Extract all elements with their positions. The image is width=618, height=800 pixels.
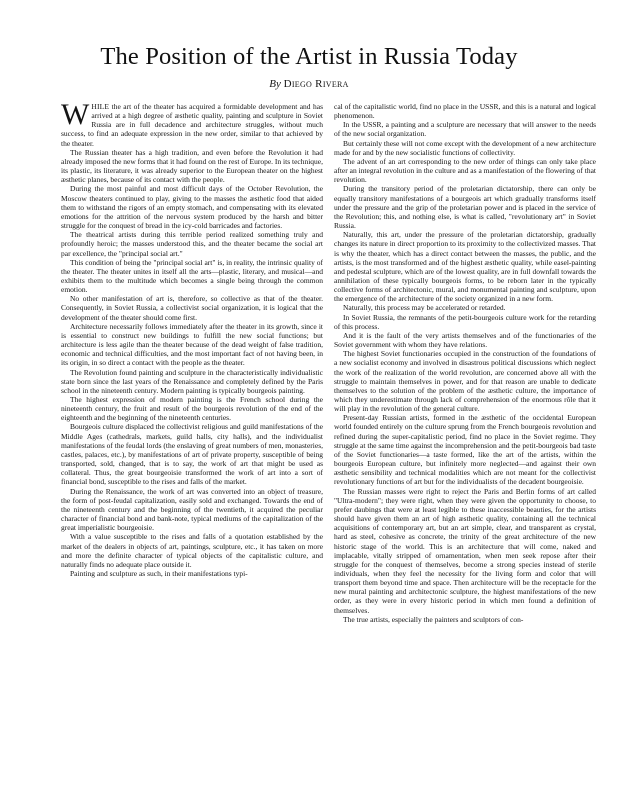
opening-words: HILE xyxy=(91,102,110,111)
paragraph: Bourgeois culture displaced the collectivist religious and guild manifestations of the Middle Ages (cathedrals, markets, guild halls, city halls), and the individualist manifestations of the feudal lords (the enslaving of great numbers of men, monasteries, castles, palaces, etc.), by manifestations of art of private property, susceptible of being transported, sold, changed, that is to say, the work of art that might be used as collateral. Thus, the great bourgeoisie transformed the work of art into a sort of financial bond, susceptible to the rises and falls of the market. xyxy=(61,422,323,487)
article-title: The Position of the Artist in Russia Today xyxy=(100,43,518,70)
paragraph: Present-day Russian artists, formed in the æsthetic of the occidental European world founded entirely on the culture sprung from the French bourgeois revolution and refined during the super-capitalistic period, find no place in the Soviet regime. They struggle at the same time against the incomprehension and the petit-bourgeois bad taste of the Soviet functionaries—a taste formed, like the art of the artists, within the bourgeois European culture, but infinitely more neglected—and against their own æsthetic sensibility and technical modalities which are not meant for the collectivist revolutionary functions of art but for the individualists of the decadent bourgeoisie. xyxy=(334,413,596,487)
paragraph: But certainly these will not come except with the development of a new architecture made for and by the new socialistic functions of collectivity. xyxy=(334,138,596,157)
opening-paragraph xyxy=(61,102,323,148)
paragraph: The true artists, especially the painters and sculptors of con- xyxy=(343,614,524,624)
paragraph: Architecture necessarily follows immediately after the theater in its growth, since it is essential to construct new buildings to fulfill the new social functions; but architecture is less agile than the theater because of the dead weight of false tradition, economic and technical difficulties, and the most important fact of not having been, in its origin, in so direct a contact with the people as the theater. xyxy=(61,321,323,368)
paragraph: The Russian theater has a high tradition, and even before the Revolution it had already imposed the new forms that it had found on the rest of Europe. In its technique, its plastic, its literature, it was already superior to the European theater on the highest æsthetic planes, because of its contact with the people. xyxy=(61,147,323,185)
right-column xyxy=(334,102,596,792)
byline-prefix: By xyxy=(269,78,281,90)
paragraph: The Revolution found painting and sculpture in the characteristically individualistic state born since the last years of the Renaissance and completely defined by the Paris school in the nineteenth century. Modern painting is typically bourgeois painting. xyxy=(61,367,323,395)
paragraph: No other manifestation of art is, therefore, so collective as that of the theater. Consequently, in Soviet Russia, a collectivist social organization, it is logical that the development of the theater should come first. xyxy=(61,294,323,322)
paragraph: cal of the capitalistic world, find no place in the USSR, and this is a natural and logical phenomenon. xyxy=(334,102,596,121)
paragraph: During the most painful and most difficult days of the October Revolution, the Moscow theaters continued to play, giving to the masses the æsthetic food that aided them to withstand the rigors of an empty stomach, and compensating with its elevated emotions for the attrition of the nervous system produced by the harsh and bitter struggle for the conquest of bread in the icy-cold barricades and factories. xyxy=(61,184,323,231)
paragraph: During the transitory period of the proletarian dictatorship, there can only be equally transitory manifestations of a bourgeois art which gradually transforms itself under the pressure and the grip of the proletarian power and is placed in the service of the Revolution; this, and nothing else, is what is called, "revolutionary art" in Soviet Russia. xyxy=(334,184,596,231)
paragraph: The theatrical artists during this terrible period realized something truly and profoundly heroic; the masses understood this, and the theater became the social art par excellence, the "principal social art." xyxy=(61,230,323,258)
paragraph: The advent of an art corresponding to the new order of things can only take place after an integral revolution in the culture and as a manifestation of the flowering of that revolution. xyxy=(334,156,596,185)
paragraph: The highest Soviet functionaries occupied in the construction of the foundations of a new socialist economy and involved in disastrous political discussions which neglect the work of the realization of the world revolution, are concerned above all with the struggle to maintain themselves in power, and for that reason are unable to dedicate themselves to the solution of the problem of the æsthetic culture, the importance of which they underestimate through lack of comprehension of the enormous rôle that it will play in the revolution of the general culture. xyxy=(334,349,596,414)
byline xyxy=(0,77,618,91)
paragraph: During the Renaissance, the work of art was converted into an object of treasure, the form of post-feudal capitalization, easily sold and exchanged. Towards the end of the nineteenth century and the beginning of the twentieth, it acquired the peculiar character of financial bond and bank-note, typical mediums of the capitalization of the great imperialistic bourgeoisie. xyxy=(61,486,323,533)
paragraph: The Russian masses were right to reject the Paris and Berlin forms of art called "Ultra-modern"; they were right, when they were given the opportunity to choose, to prefer daubings that were at least legible to these inaccessible beauties, for the artists should have given them an art of high æsthetic quality, containing all the technical acquisitions of contemporary art, but an art simple, clear, and transparent as crystal, hard as steel, cohesive as concrete, the trinity of the great architecture of the new historic stage of the world. This is an architecture that will come, naked and implacable, vitally stripped of ornamentation, when men seek repose after their struggle for the conquest of themselves, become a strong species instead of sterile individuals, when they feel the necessity for the living form and color that will transport them beyond time and space. Then architecture will be the receptacle for the new mural painting and architectonic sculpture, the highest manifestations of the new order, as they were in every historic period in which men found a definition of themselves. xyxy=(334,486,596,615)
paragraph: Naturally, this process may be accelerated or retarded. xyxy=(343,303,506,313)
author-name: Diego Rivera xyxy=(283,78,349,90)
paragraph: With a value susceptible to the rises and falls of a quotation established by the market of the dealers in objects of art, paintings, sculpture, etc., it has taken on more and more the definite character of typical objects of the capitalistic culture, and naturally finds no adequate place outside it. xyxy=(61,532,323,569)
drop-cap: W xyxy=(61,102,90,131)
paragraph: Naturally, this art, under the pressure of the proletarian dictatorship, gradually changes its nature in direct proportion to its proximity to the collectivized masses. That is why the theater, which has a direct contact between the masses, the public, and the artists, is the most transformed and of the highest æsthetic quality, while easel-painting and pedestal sculpture, which are of the lowest quality, are in full downfall towards the annihilation of these typically bourgeois forms, to be reborn later in the typically collective forms of architectonic, mural, and monumental painting and sculpture, upon the emergence of the architecture of the society organized in a new form. xyxy=(334,230,596,304)
paragraph: This condition of being the "principal social art" is, in reality, the intrinsic quality of the theater. The theater unites in itself all the arts—plastic, literary, and musical—and exhibits them to the multitude which becomes a single being through the common emotion. xyxy=(61,257,323,295)
paragraph: The highest expression of modern painting is the French school during the nineteenth century, the fruit and result of the bourgeois revolution of the end of the eighteenth and the beginning of the nineteenth centuries. xyxy=(61,395,323,423)
paragraph: And it is the fault of the very artists themselves and of the functionaries of the Soviet government with whom they have relations. xyxy=(334,330,596,350)
left-column xyxy=(61,102,323,792)
paragraph: In Soviet Russia, the remnants of the petit-bourgeois culture work for the retarding of this process. xyxy=(334,312,596,331)
opening-paragraph-text: the art of the theater has acquired a formidable development and has arrived at a high degree of æsthetic quality, painting and sculpture in Soviet Russia are in full decadence and architecture struggles, without much success, to find an adequate expression in the new order, similar to that achieved by the theater. xyxy=(61,102,323,148)
paragraph: In the USSR, a painting and a sculpture are necessary that will answer to the needs of the new social organization. xyxy=(334,120,596,139)
paragraph: Painting and sculpture as such, in their manifestations typi- xyxy=(70,568,248,578)
